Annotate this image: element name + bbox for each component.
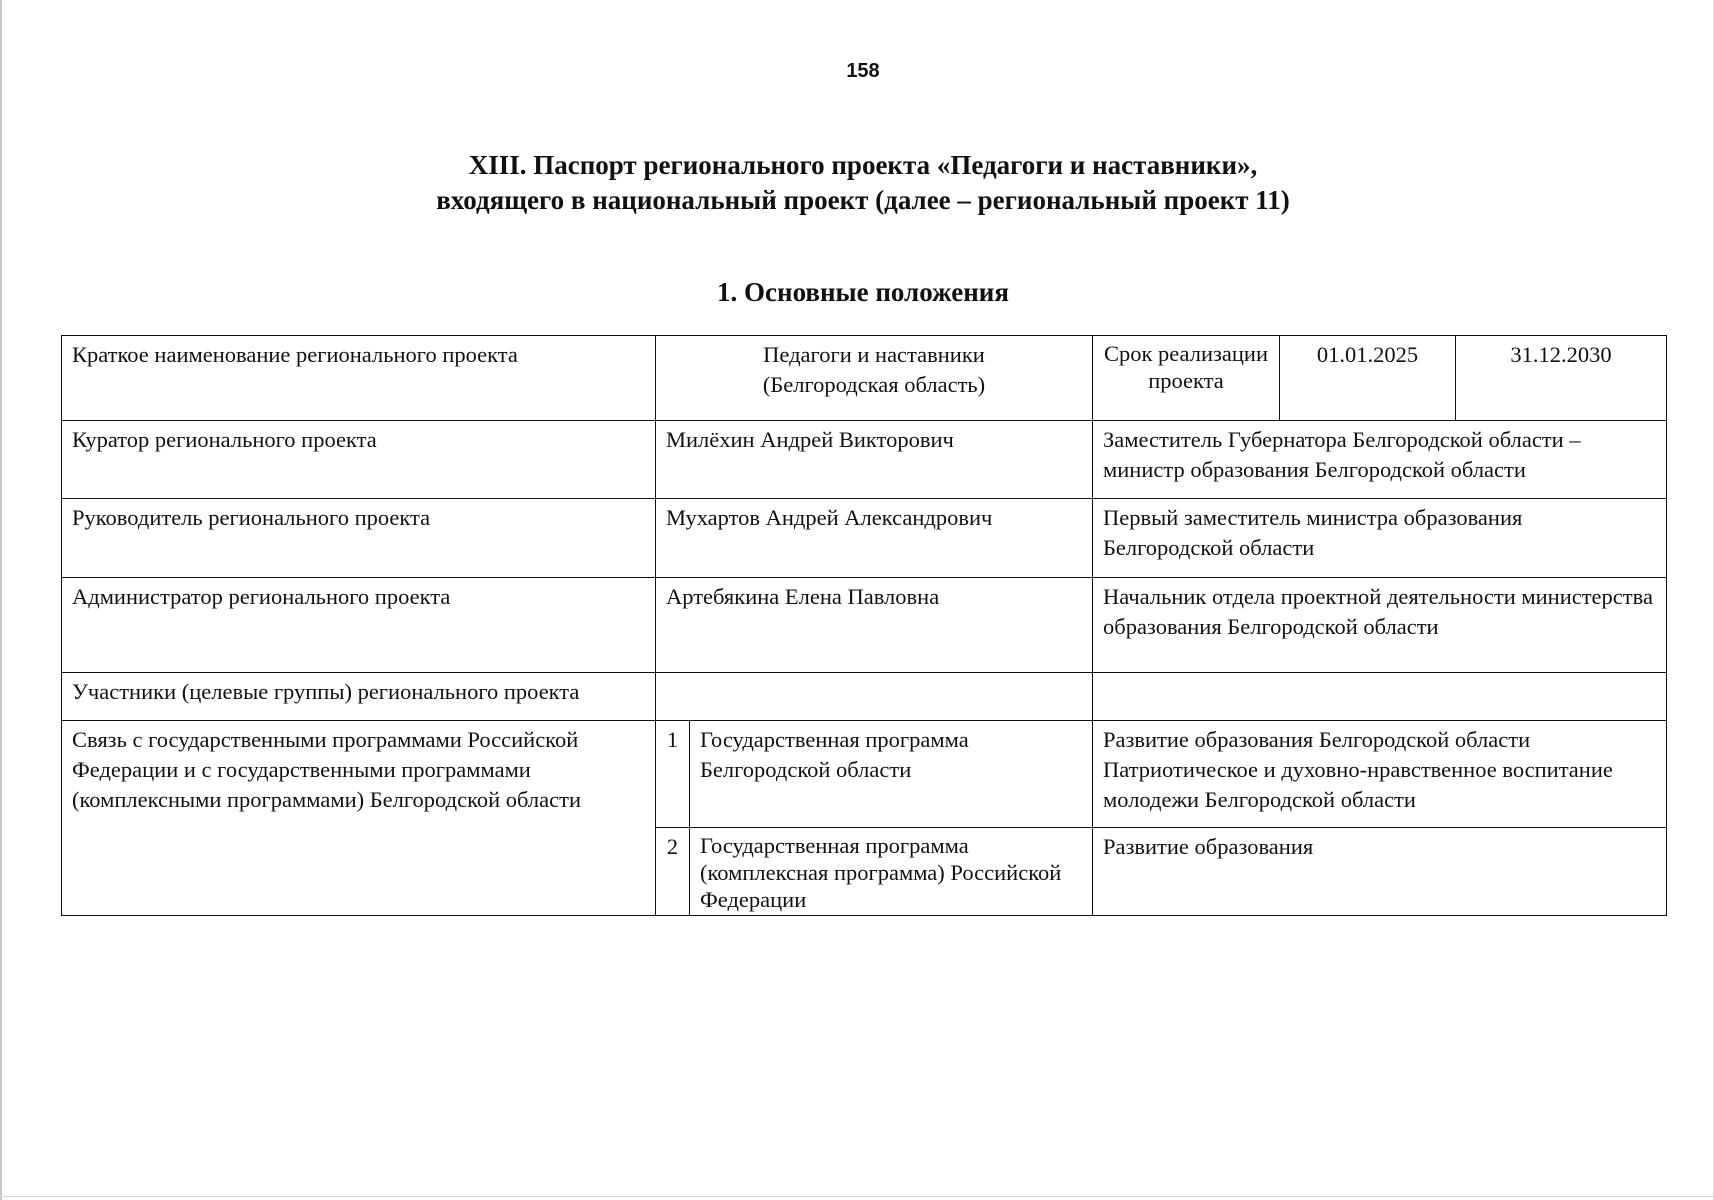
participants-value <box>656 673 1093 721</box>
table-row-curator <box>62 421 1667 499</box>
document-title <box>0 148 1714 218</box>
curator-name: Милёхин Андрей Викторович <box>656 421 1093 499</box>
short-name-value-line-2: (Белгородская область) <box>762 372 986 397</box>
program-1-name-line-2: Патриотическое и духовно-нравственное воспитание молодежи Белгородской области <box>1103 757 1613 812</box>
head-label: Руководитель регионального проекта <box>62 499 656 578</box>
table-row-participants <box>62 673 1667 721</box>
administrator-label: Администратор регионального проекта <box>62 578 656 673</box>
page-number: 158 <box>846 60 880 82</box>
programs-label: Связь с государственными программами Российской Федерации и с государственными программами (комплексными программами) Белгородской области <box>62 721 656 916</box>
head-name: Мухартов Андрей Александрович <box>656 499 1093 578</box>
participants-label: Участники (целевые группы) регионального проекта <box>62 673 656 721</box>
end-date: 31.12.2030 <box>1456 336 1667 421</box>
short-name-label: Краткое наименование регионального проекта <box>62 336 656 421</box>
program-1-type: Государственная программа Белгородской области <box>690 721 1093 828</box>
short-name-value-line-1: Педагоги и наставники <box>763 342 985 367</box>
program-2-name-line-1: Развитие образования <box>1103 834 1314 859</box>
program-2-type: Государственная программа (комплексная программа) Российской Федерации <box>690 828 1093 916</box>
program-1-number: 1 <box>656 721 690 828</box>
program-1-name <box>1093 721 1667 828</box>
administrator-name: Артебякина Елена Павловна <box>656 578 1093 673</box>
start-date: 01.01.2025 <box>1280 336 1456 421</box>
table-row-administrator <box>62 578 1667 673</box>
program-1-name-line-1: Развитие образования Белгородской области <box>1103 727 1531 752</box>
participants-value-2 <box>1093 673 1667 721</box>
table-row-short-name <box>62 336 1667 421</box>
table-row-head <box>62 499 1667 578</box>
administrator-position: Начальник отдела проектной деятельности министерства образования Белгородской области <box>1093 578 1667 673</box>
program-2-name <box>1093 828 1667 916</box>
project-passport-table <box>61 335 1667 916</box>
short-name-value <box>656 336 1093 421</box>
curator-position: Заместитель Губернатора Белгородской области – министр образования Белгородской области <box>1093 421 1667 499</box>
curator-label: Куратор регионального проекта <box>62 421 656 499</box>
term-label: Срок реализации проекта <box>1093 336 1280 421</box>
section-heading: 1. Основные положения <box>717 277 1009 307</box>
document-title-line-1: XIII. Паспорт регионального проекта «Педагоги и наставники», <box>468 150 1258 180</box>
program-2-number: 2 <box>656 828 690 916</box>
document-title-line-2: входящего в национальный проект (далее – региональный проект 11) <box>436 185 1290 215</box>
page-edge-bottom <box>0 1196 1714 1197</box>
head-position: Первый заместитель министра образования Белгородской области <box>1093 499 1667 578</box>
table-row-program-1 <box>62 721 1667 828</box>
